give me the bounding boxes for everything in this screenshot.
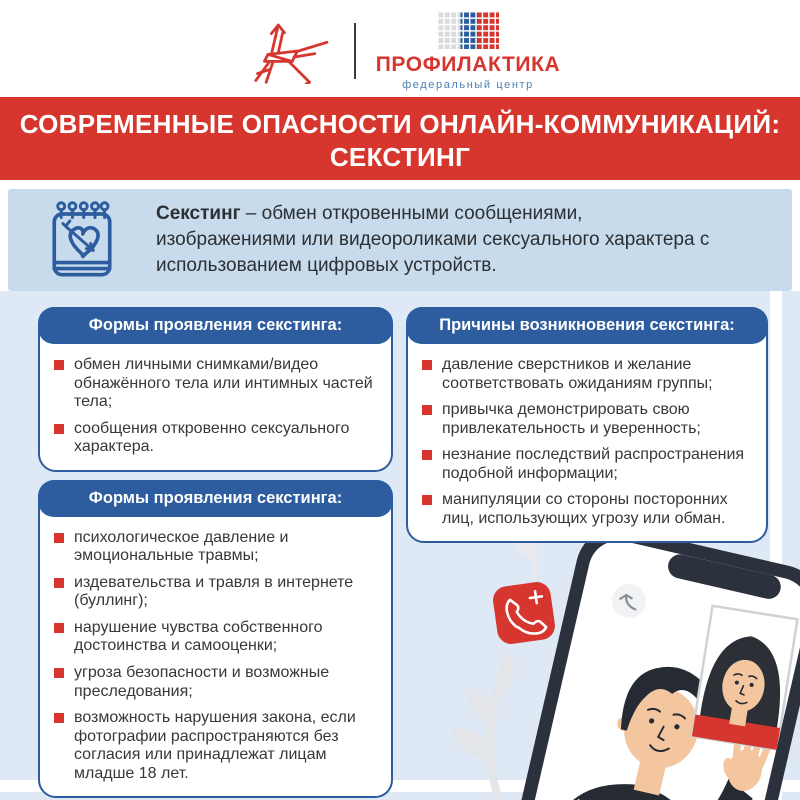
logo-row (240, 11, 561, 91)
list-item-text: сообщения откровенно сексуального характера. (74, 419, 350, 456)
list-item-text: давление сверстников и желание соответствовать ожиданиям группы; (442, 356, 713, 392)
list-item (54, 574, 377, 611)
list-item-text: манипуляции со стороны посторонних лиц, использующих угрозу или обман. (442, 491, 728, 527)
red-square-bullet-icon (54, 578, 64, 588)
red-square-bullet-icon (54, 668, 64, 678)
pixel-grid-flag-icon (437, 11, 499, 49)
list-item (54, 356, 377, 412)
red-square-bullet-icon (422, 360, 432, 370)
card-forms-title: Формы проявления секстинга: (38, 307, 393, 344)
red-square-bullet-icon (54, 424, 64, 434)
red-square-bullet-icon (422, 495, 432, 505)
list-item-text: нарушение чувства собственного достоинства и самооценки; (74, 618, 323, 655)
notepad-heart-icon (43, 196, 121, 284)
list-item (54, 420, 377, 457)
card-forms (38, 307, 393, 472)
list-item (54, 529, 377, 566)
list-item (422, 401, 752, 438)
content-area (0, 291, 800, 800)
red-square-bullet-icon (54, 713, 64, 723)
list-item-text: угроза безопасности и возможные преследования; (74, 664, 330, 700)
card-causes (406, 307, 768, 543)
banner-line-2: СЕКСТИНГ (329, 142, 471, 173)
list-item-text: издевательства и травля в интернете (буллинг); (74, 573, 354, 610)
card-causes-list (408, 344, 766, 541)
columns (0, 291, 800, 798)
red-square-bullet-icon (422, 450, 432, 460)
card-consequences (38, 480, 393, 799)
definition-icon-box (8, 196, 156, 284)
card-forms-list (40, 344, 391, 470)
list-item (54, 664, 377, 701)
brand-subtitle: федеральный центр (402, 78, 534, 91)
red-square-bullet-icon (54, 623, 64, 633)
header (0, 0, 800, 97)
definition-term: Секстинг (156, 203, 241, 225)
list-item (54, 709, 377, 783)
left-column (38, 307, 393, 798)
brand-title: ПРОФИЛАКТИКА (375, 52, 561, 76)
red-square-bullet-icon (54, 360, 64, 370)
brand-block (376, 11, 561, 91)
list-item (422, 491, 752, 528)
definition-text (156, 201, 716, 278)
list-item-text: обмен личными снимками/видео обнажённого тела или интимных частей тела; (74, 356, 373, 411)
right-column (406, 307, 768, 798)
logo-divider (354, 23, 356, 79)
list-item (422, 446, 752, 483)
list-item (422, 356, 752, 393)
red-square-bullet-icon (422, 405, 432, 415)
chair-line-logo-icon (240, 18, 334, 84)
definition-body: – обмен откровенными сообщениями, изображениями или видеороликами сексуального характера с использованием цифровых устройств. (156, 203, 710, 276)
list-item (54, 619, 377, 656)
title-banner (0, 97, 800, 180)
list-item-text: психологическое давление и эмоциональные травмы; (74, 528, 289, 565)
list-item-text: привычка демонстрировать свою привлекательность и уверенность; (442, 401, 701, 437)
banner-line-1: СОВРЕМЕННЫЕ ОПАСНОСТИ ОНЛАЙН-КОММУНИКАЦИЙ: (19, 109, 781, 139)
list-item-text: возможность нарушения закона, если фотографии распространяются без согласия или принадлежат лицам младше 18 лет. (74, 709, 356, 782)
card-consequences-title: Формы проявления секстинга: (38, 480, 393, 517)
red-square-bullet-icon (54, 533, 64, 543)
card-consequences-list (40, 517, 391, 797)
definition-panel (8, 189, 792, 291)
card-causes-title: Причины возникновения секстинга: (406, 307, 768, 344)
list-item-text: незнание последствий распространения подобной информации; (442, 446, 745, 482)
